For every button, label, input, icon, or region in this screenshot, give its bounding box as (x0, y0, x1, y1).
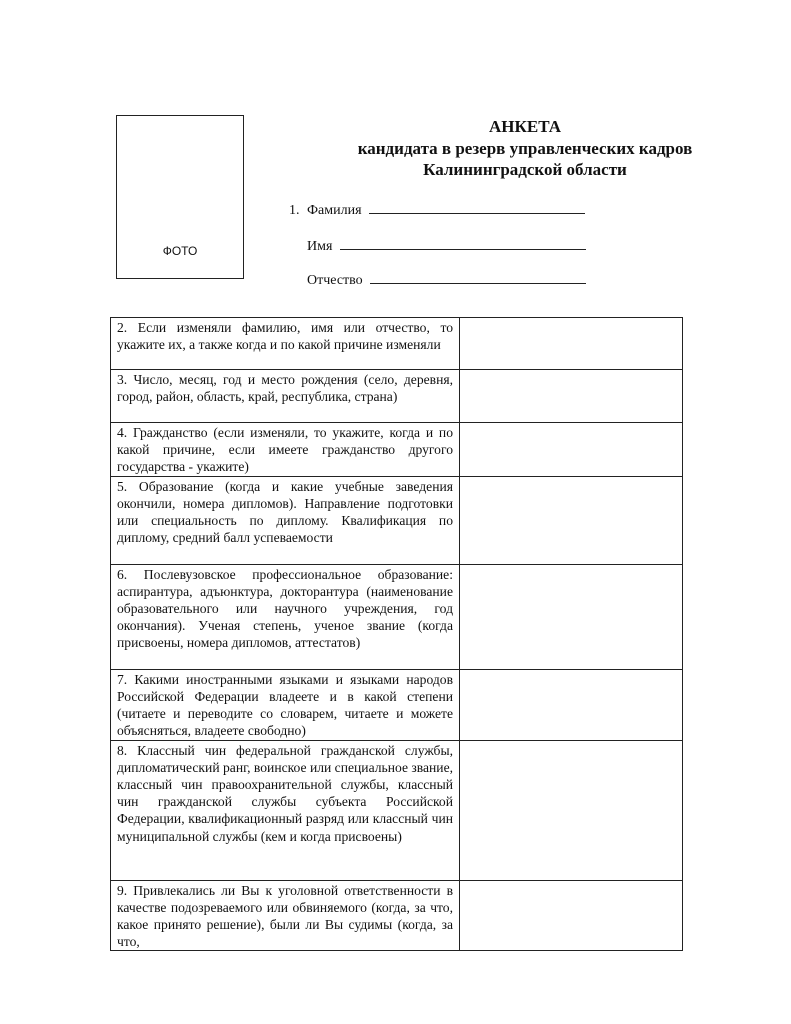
patronymic-input-line[interactable] (370, 269, 586, 284)
question-cell: 8. Классный чин федеральной гражданской службы, дипломатический ранг, воинское или специальное звание, классный чин правоохранительной службы, классный чин гражданской службы субъекта Российской Федерации, квалификационный разряд или классный чин муниципальной службы (кем и когда присвоены) (111, 740, 460, 880)
surname-label: Фамилия (307, 203, 362, 218)
question-cell: 2. Если изменяли фамилию, имя или отчество, то укажите их, а также когда и по какой причине изменяли (111, 318, 460, 370)
form-subtitle-line2: Калининградской области (423, 160, 627, 179)
table-row (111, 880, 683, 951)
question-cell: 6. Послевузовское профессиональное образование: аспирантура, адъюнктура, докторантура (наименование образовательного или научного учреждения, год окончания). Ученая степень, ученое звание (когда присвоены, номера дипломов, аттестатов) (111, 564, 460, 669)
questionnaire-table (110, 317, 683, 951)
name-label: Имя (307, 239, 333, 254)
table-row (111, 564, 683, 669)
name-input-line[interactable] (340, 235, 586, 250)
photo-label: ФОТО (162, 244, 198, 258)
table-row (111, 669, 683, 740)
answer-cell[interactable] (460, 564, 683, 669)
answer-cell[interactable] (460, 318, 683, 370)
table-row (111, 740, 683, 880)
name-field[interactable] (307, 235, 586, 255)
field-number: 1. (289, 203, 300, 218)
patronymic-field[interactable] (307, 269, 586, 289)
table-row (111, 370, 683, 423)
patronymic-label: Отчество (307, 273, 363, 288)
answer-cell[interactable] (460, 476, 683, 564)
answer-cell[interactable] (460, 423, 683, 477)
answer-cell[interactable] (460, 370, 683, 423)
question-cell: 7. Какими иностранными языками и языками народов Российской Федерации владеете и в какой степени (читаете и переводите со словарем, читаете и можете объясняться, владеете свободно) (111, 669, 460, 740)
photo-placeholder (116, 115, 244, 279)
form-subtitle-line1: кандидата в резерв управленческих кадров (357, 139, 693, 158)
table-row (111, 423, 683, 477)
answer-cell[interactable] (460, 740, 683, 880)
table-row (111, 476, 683, 564)
form-title: АНКЕТА (489, 117, 561, 136)
surname-input-line[interactable] (369, 199, 585, 214)
answer-cell[interactable] (460, 669, 683, 740)
question-cell: 4. Гражданство (если изменяли, то укажите, когда и по какой причине, если имеете гражданство другого государства - укажите) (111, 423, 460, 477)
surname-field[interactable] (289, 199, 585, 219)
question-cell: 5. Образование (когда и какие учебные заведения окончили, номера дипломов). Направление подготовки или специальность по диплому. Квалификация по диплому, средний балл успеваемости (111, 476, 460, 564)
question-cell: 3. Число, месяц, год и место рождения (село, деревня, город, район, область, край, республика, страна) (111, 370, 460, 423)
question-cell: 9. Привлекались ли Вы к уголовной ответственности в качестве подозреваемого или обвиняемого (когда, за что, какое принято решение), были ли Вы судимы (когда, за что, (111, 880, 460, 951)
table-row (111, 318, 683, 370)
answer-cell[interactable] (460, 880, 683, 951)
